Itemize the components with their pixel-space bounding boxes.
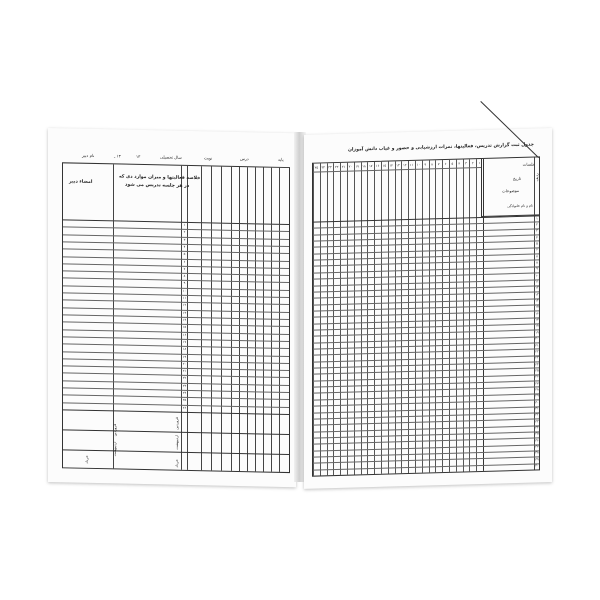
left-row-number: ۱۸ [182, 347, 187, 352]
student-row-number: ۲۴ [535, 361, 539, 367]
grid-column-line [388, 162, 389, 474]
grid-column-line [401, 161, 402, 473]
student-row-number: ۳۴ [535, 425, 539, 430]
session-column-number: ۱۸ [362, 164, 366, 169]
student-row-number: ۱۸ [535, 323, 539, 328]
left-row-number: ۱۱ [182, 295, 187, 300]
year-prefix-label: ۱۳ [136, 153, 141, 159]
student-row-number: ۲۵ [535, 368, 539, 373]
grid-column-line [374, 162, 375, 474]
left-row-number: ۱۹ [182, 354, 187, 359]
session-column-number: ۱۹ [355, 164, 359, 169]
student-row-number: ۱۹ [535, 330, 539, 335]
grid-column-line [320, 163, 321, 475]
student-row-number: ۴ [536, 234, 538, 239]
session-column-number: ۱۳ [396, 163, 400, 168]
student-row-number: ۴۰ [535, 463, 539, 468]
session-column-number: ۱۷ [369, 164, 373, 169]
left-row-number: ۲۱ [182, 368, 187, 374]
session-column-number: ۱۶ [375, 163, 380, 168]
grid-column-line [429, 160, 430, 472]
grid-column-line [333, 163, 334, 475]
student-row-number: ۱۴ [535, 298, 539, 303]
left-row-number: ۳ [183, 237, 186, 242]
grid-column-line [422, 161, 423, 473]
left-row-number: ۱۰ [182, 288, 187, 293]
grid-column-line [313, 164, 314, 476]
left-row-number: ۷ [183, 266, 186, 271]
student-row-number: ۱۳ [535, 292, 539, 297]
left-page [48, 128, 296, 487]
student-row-number: ۱۷ [535, 317, 539, 322]
student-row-number: ۱۵ [535, 304, 539, 309]
grid-column-line [340, 163, 341, 475]
left-row-number: ۱۷ [182, 339, 187, 344]
student-row-number: ۸ [536, 260, 538, 265]
grid-column-line [463, 159, 464, 471]
student-row-number: ۲۲ [535, 349, 539, 354]
student-row-number: ۶ [536, 247, 538, 252]
student-row-number: ۳۱ [535, 406, 539, 411]
student-row-number: ۳۰ [535, 400, 539, 405]
summary-heading-line1: خلاصه فعالیتها و میزان موارد دی که [119, 174, 201, 182]
course-label: درس [240, 156, 249, 162]
grid-column-line [442, 160, 443, 472]
left-row-number: ۲۴ [182, 390, 187, 395]
left-row-number: ۵ [183, 252, 186, 257]
student-row-number: ۳۳ [535, 419, 539, 424]
grid-column-line [354, 163, 355, 475]
student-row-number: ۲۳ [535, 355, 539, 360]
student-row-number: ۱ [536, 215, 538, 220]
student-row-number: ۳۶ [535, 438, 539, 443]
grid-column-line [327, 163, 328, 475]
student-row-number: ۳۸ [535, 450, 539, 455]
student-row-number: ۲ [536, 222, 538, 227]
left-row-number: ۶ [183, 259, 186, 264]
student-row-number: ۲۷ [535, 380, 539, 386]
left-row-number: ۲۶ [182, 405, 187, 410]
open-notebook [48, 128, 552, 482]
student-row-number: ۲۰ [535, 336, 539, 341]
left-row-number: ۱۶ [182, 332, 187, 337]
footer-label-3: خرداد [85, 455, 89, 464]
student-row-number: ۲۸ [535, 387, 539, 392]
session-column-number: ۶ [444, 161, 447, 166]
grid-column-line [408, 161, 409, 473]
session-column-number: ۲۵ [314, 165, 319, 170]
sessions-label: جلسات [522, 161, 535, 167]
footer-month-2: اردیبهشت [175, 434, 179, 450]
student-row-number: ۳۷ [535, 444, 539, 449]
student-row-number: ۱۲ [535, 285, 539, 290]
corner-header-block [481, 157, 539, 217]
student-row-number: ۳۲ [535, 412, 539, 417]
session-column-number: ۱ [478, 160, 481, 166]
left-row-number: ۱۳ [182, 310, 187, 315]
left-row-number: ۲۵ [182, 398, 187, 403]
date-label: تاریخ [513, 175, 521, 182]
session-column-number: ۳ [465, 161, 467, 166]
left-row-number: ۱۲ [182, 303, 187, 308]
session-column-number: ۲ [471, 161, 474, 166]
session-column-number: ۲۲ [335, 164, 339, 170]
student-row-number: ۳۵ [535, 431, 539, 436]
session-column-number: ۲۴ [321, 165, 325, 170]
left-row-number: ۱ [183, 222, 186, 227]
left-row-number: ۸ [183, 273, 186, 279]
grid-column-line [367, 162, 368, 474]
student-name-label: نام و نام خانوادگی [507, 203, 533, 209]
footer-month-1: فروردین [175, 417, 179, 430]
student-row-number: ۷ [536, 253, 538, 259]
grid-column-line [476, 159, 477, 471]
topics-label: موضوعات [501, 187, 519, 194]
row-label: ردیف [535, 173, 539, 182]
school-year-label: سال تحصیلی [160, 154, 182, 160]
left-row-number: ۲۲ [182, 376, 187, 381]
student-row-number: ۱۰ [535, 273, 539, 278]
student-row-number: ۲۹ [535, 393, 539, 398]
session-column-number: ۱۰ [416, 162, 421, 167]
session-column-number: ۱۲ [403, 163, 407, 168]
session-column-number: ۴ [458, 161, 461, 166]
left-activity-table [62, 162, 290, 473]
left-row-number: ۲۰ [182, 361, 187, 366]
session-column-number: ۲۱ [341, 164, 346, 169]
grid-column-line [361, 162, 362, 474]
session-column-number: ۲۰ [348, 164, 353, 169]
student-row-number: ۱۶ [535, 311, 539, 316]
year-dash-label: ۱۳ ـ [114, 153, 121, 159]
student-row-number: ۳ [536, 228, 538, 233]
grid-column-line [456, 160, 457, 472]
session-column-number: ۵ [451, 161, 454, 166]
left-row-number: ۱۴ [182, 317, 187, 322]
grade-label: پایه [278, 156, 284, 162]
summary-heading-line2: در هر جلسه تدریس می شود [125, 182, 190, 189]
right-page [304, 128, 552, 489]
grid-column-line [415, 161, 416, 473]
session-column-number: ۱۵ [382, 163, 387, 168]
student-row-number: ۲۱ [535, 342, 539, 347]
grid-column-line [381, 162, 382, 474]
student-row-number: ۲۶ [535, 374, 539, 379]
footer-label-1: فروردین [113, 423, 117, 437]
left-row-number: ۲ [183, 230, 186, 235]
grid-column-line [395, 161, 396, 473]
teacher-name-label: نام دبیر [82, 152, 95, 158]
grid-column-line [469, 159, 470, 471]
session-column-number: ۱۴ [389, 163, 393, 168]
signature-column-heading: امضاء دبیر [69, 179, 93, 185]
left-row-number: ۲۳ [182, 383, 187, 388]
grid-column-line [347, 163, 348, 475]
session-column-number: ۱۱ [409, 162, 414, 167]
footer-month-3: خرداد [175, 459, 179, 468]
term-label: نوبت [204, 155, 213, 161]
session-column-number: ۸ [431, 162, 433, 167]
footer-label-2: اردیبهشت [113, 441, 117, 457]
grid-column-line [449, 160, 450, 472]
student-row-number: ۵ [536, 241, 538, 246]
student-row-number: ۳۹ [535, 457, 539, 462]
student-row-number: ۱۱ [535, 279, 539, 284]
left-row-number: ۴ [183, 244, 186, 249]
left-row-number: ۹ [183, 281, 186, 286]
session-column-number: ۲۳ [328, 165, 332, 170]
left-row-number: ۱۵ [182, 325, 187, 330]
attendance-table-title: جدول ثبت گزارش تدریس، فعالیتها، نمرات ارزشیابی و حضور و غیاب دانش آموزان [347, 142, 534, 153]
session-column-number: ۹ [424, 162, 427, 167]
student-row-number: ۹ [536, 266, 538, 271]
grid-column-line [435, 160, 436, 472]
attendance-grid [312, 156, 540, 476]
session-column-number: ۷ [437, 162, 440, 167]
